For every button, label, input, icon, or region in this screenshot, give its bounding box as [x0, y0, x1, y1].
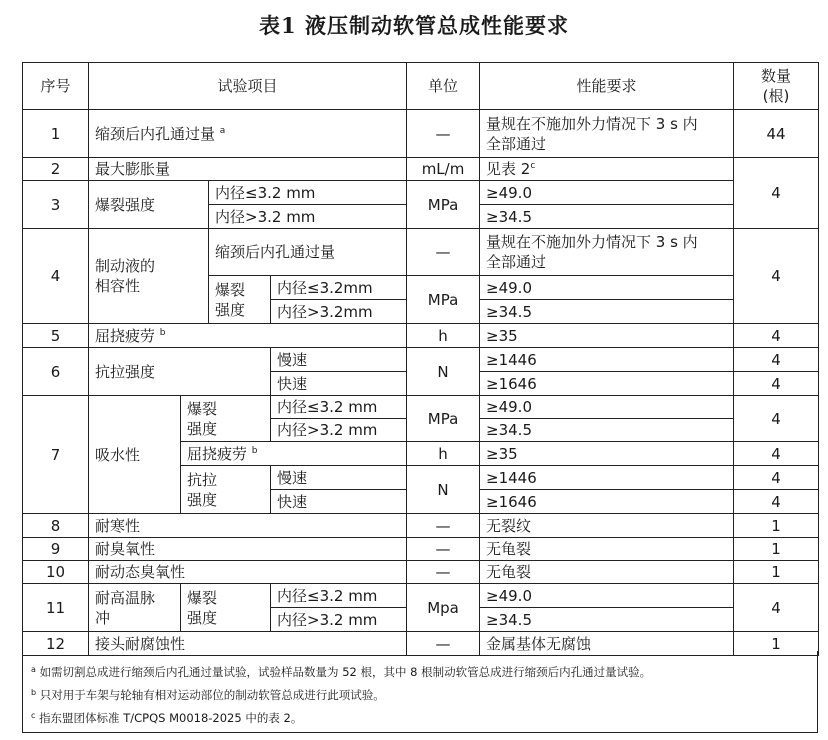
row-subitem: 内径≤3.2 mm — [271, 396, 407, 419]
row-unit: MPa — [407, 276, 480, 324]
row-requirement: ≥34.5 — [480, 608, 734, 632]
header-requirement: 性能要求 — [480, 63, 734, 110]
row-no: 7 — [23, 396, 89, 514]
row-unit: — — [407, 110, 480, 158]
row-requirement: ≥1446 — [480, 348, 734, 372]
row-requirement: ≥35 — [480, 324, 734, 348]
row-subitem: 内径>3.2 mm — [209, 205, 407, 229]
row-requirement: ≥49.0 — [480, 396, 734, 419]
row-requirement: ≥1446 — [480, 466, 734, 490]
row-requirement: 见表 2$^c$ — [480, 158, 734, 181]
row-unit: — — [407, 561, 480, 584]
row-subitem: 慢速 — [271, 348, 407, 372]
row-unit: — — [407, 229, 480, 276]
table-row — [23, 561, 819, 584]
row-requirement: 无裂纹 — [480, 514, 734, 538]
performance-table — [22, 62, 819, 656]
footnote-c: $^c$ 指东盟团体标准 T/CPQS M0018-2025 中的表 2。 — [31, 711, 303, 725]
row-no: 8 — [23, 514, 89, 538]
row-item: 抗拉强度 — [89, 348, 271, 396]
row-item: 屈挠疲劳 $^b$ — [89, 324, 407, 348]
row-unit: h — [407, 324, 480, 348]
row-no: 12 — [23, 632, 89, 656]
row-no: 10 — [23, 561, 89, 584]
table-row — [23, 396, 819, 419]
row-item: 吸水性 — [89, 396, 181, 514]
row-quantity: 1 — [734, 561, 819, 584]
table-row — [23, 158, 819, 181]
row-subitem: 慢速 — [271, 466, 407, 490]
row-no: 2 — [23, 158, 89, 181]
row-quantity: 1 — [734, 514, 819, 538]
row-subitem: 抗拉 强度 — [181, 466, 271, 514]
table-row — [23, 181, 819, 205]
row-requirement: ≥34.5 — [480, 300, 734, 324]
row-requirement: ≥49.0 — [480, 276, 734, 300]
row-no: 1 — [23, 110, 89, 158]
row-no: 3 — [23, 181, 89, 229]
row-item: 爆裂强度 — [89, 181, 209, 229]
table-row — [23, 538, 819, 561]
row-subitem: 内径≤3.2mm — [271, 276, 407, 300]
table-row — [23, 110, 819, 158]
row-no: 4 — [23, 229, 89, 324]
footnotes — [22, 651, 818, 733]
table-title: 表1 液压制动软管总成性能要求 — [259, 13, 569, 38]
row-requirement: ≥49.0 — [480, 584, 734, 608]
row-quantity: 4 — [734, 372, 819, 396]
row-subitem: 内径>3.2mm — [271, 300, 407, 324]
row-subitem: 爆裂 强度 — [181, 584, 271, 632]
row-requirement: 量规在不施加外力情况下 3 s 内 全部通过 — [480, 229, 734, 276]
row-item: 制动液的 相容性 — [89, 229, 209, 324]
row-requirement: 量规在不施加外力情况下 3 s 内 全部通过 — [480, 110, 734, 158]
row-requirement: ≥34.5 — [480, 419, 734, 442]
row-requirement: 无龟裂 — [480, 561, 734, 584]
row-subitem: 屈挠疲劳 $^b$ — [181, 442, 407, 466]
footnote-a: $^a$ 如需切割总成进行缩颈后内孔通过量试验，试验样品数量为 52 根，其中 8 根制动软管总成进行缩颈后内孔通过量试验。 — [31, 665, 652, 679]
row-subitem: 快速 — [271, 490, 407, 514]
row-subitem: 内径>3.2 mm — [271, 608, 407, 632]
row-item: 接头耐腐蚀性 — [89, 632, 407, 656]
row-unit: — — [407, 514, 480, 538]
row-subitem: 内径≤3.2 mm — [271, 584, 407, 608]
row-requirement: ≥49.0 — [480, 181, 734, 205]
row-subitem: 缩颈后内孔通过量 — [209, 229, 407, 276]
table-row — [23, 324, 819, 348]
row-quantity: 44 — [734, 110, 819, 158]
row-item: 耐动态臭氧性 — [89, 561, 407, 584]
row-unit: Mpa — [407, 584, 480, 632]
row-quantity: 4 — [734, 396, 819, 442]
row-subitem: 爆裂 强度 — [209, 276, 271, 324]
header-item: 试验项目 — [89, 63, 407, 110]
row-quantity: 4 — [734, 348, 819, 372]
header-unit: 单位 — [407, 63, 480, 110]
row-requirement: 金属基体无腐蚀 — [480, 632, 734, 656]
row-requirement: ≥35 — [480, 442, 734, 466]
row-item: 最大膨胀量 — [89, 158, 407, 181]
row-quantity: 4 — [734, 229, 819, 324]
table-row — [23, 348, 819, 372]
row-unit: N — [407, 466, 480, 514]
row-unit: MPa — [407, 396, 480, 442]
row-no: 11 — [23, 584, 89, 632]
row-no: 5 — [23, 324, 89, 348]
row-quantity: 4 — [734, 490, 819, 514]
table-row — [23, 514, 819, 538]
row-unit: mL/m — [407, 158, 480, 181]
row-quantity: 4 — [734, 584, 819, 632]
row-unit: h — [407, 442, 480, 466]
row-item: 耐臭氧性 — [89, 538, 407, 561]
header-quantity: 数量 (根) — [734, 63, 819, 110]
row-item: 耐高温脉 冲 — [89, 584, 181, 632]
table-row — [23, 584, 819, 608]
row-requirement: ≥34.5 — [480, 205, 734, 229]
table-row — [23, 229, 819, 276]
row-quantity: 4 — [734, 324, 819, 348]
row-subitem: 爆裂 强度 — [181, 396, 271, 442]
row-unit: N — [407, 348, 480, 396]
row-quantity: 4 — [734, 466, 819, 490]
row-unit: MPa — [407, 181, 480, 229]
row-subitem: 快速 — [271, 372, 407, 396]
row-requirement: ≥1646 — [480, 490, 734, 514]
row-subitem: 内径≤3.2 mm — [209, 181, 407, 205]
header-row — [23, 63, 819, 110]
row-item: 缩颈后内孔通过量 $^a$ — [89, 110, 407, 158]
row-no: 6 — [23, 348, 89, 396]
row-no: 9 — [23, 538, 89, 561]
row-quantity: 4 — [734, 158, 819, 229]
row-subitem: 内径>3.2 mm — [271, 419, 407, 442]
footnote-b: $^b$ 只对用于车架与轮轴有相对运动部位的制动软管总成进行此项试验。 — [31, 688, 385, 702]
row-quantity: 4 — [734, 442, 819, 466]
header-no: 序号 — [23, 63, 89, 110]
row-item: 耐寒性 — [89, 514, 407, 538]
row-unit: — — [407, 632, 480, 656]
row-unit: — — [407, 538, 480, 561]
row-requirement: 无龟裂 — [480, 538, 734, 561]
row-quantity: 1 — [734, 538, 819, 561]
row-quantity: 1 — [734, 632, 819, 656]
row-requirement: ≥1646 — [480, 372, 734, 396]
